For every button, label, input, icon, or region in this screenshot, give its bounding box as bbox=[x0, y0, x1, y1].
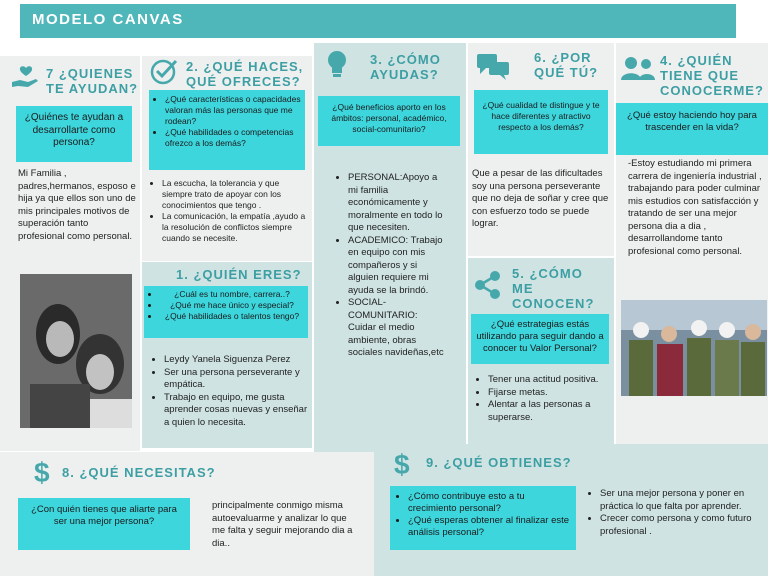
section-5-title: 5. ¿CÓMO ME CONOCEN? bbox=[512, 266, 595, 311]
section-9-question: • ¿Qué esperas obtener al finalizar este análisis personal? bbox=[408, 515, 572, 539]
dollar-icon: $ bbox=[394, 449, 410, 480]
section-8-question: ¿Con quién tienes que aliarte para ser una mejor persona? bbox=[18, 498, 190, 550]
dollar-icon: $ bbox=[34, 457, 50, 488]
section-9-questions bbox=[390, 486, 576, 550]
section-1-title: 1. ¿QUIÉN ERES? bbox=[176, 267, 302, 282]
section-4-answer: -Estoy estudiando mi primera carrera de ingeniería industrial , trabajando para poder culminar mis estudios con satisfacción y tratando de ser una mejor persona dia a dia , desarrollandome tanto profesional como personal. bbox=[628, 158, 762, 257]
section-3-answer: • ACADEMICO: Trabajo en equipo con mis compañeros y si alguien requiere mi ayuda se la brindó. bbox=[348, 235, 446, 298]
people-icon bbox=[620, 56, 656, 82]
section-6-answer: Que a pesar de las dificultades soy una persona perseverante que no deja de soñar y cree que con esfuerzo todo se puede lograr. bbox=[472, 168, 609, 229]
section-5-question: ¿Qué estrategias estás utilizando para seguir dando a conocer tu Valor Personal? bbox=[471, 314, 609, 364]
section-6-title: 6. ¿POR QUÉ TÚ? bbox=[534, 50, 599, 80]
section-3-title: 3. ¿CÓMO AYUDAS? bbox=[370, 52, 441, 82]
section-1-question: • ¿Qué habilidades o talentos tengo? bbox=[160, 311, 304, 322]
group-photo bbox=[621, 300, 767, 396]
section-1-questions bbox=[144, 286, 308, 338]
section-5-answer: • Fijarse metas. bbox=[488, 387, 608, 400]
section-2-answer: • La escucha, la tolerancia y que siempre trato de apoyar con los conocimientos que tengo . bbox=[162, 178, 310, 211]
header-bar bbox=[20, 4, 736, 38]
section-2-question: • ¿Qué habilidades o competencias ofrezco a los demás? bbox=[165, 127, 301, 149]
section-7-answer: Mi Familia , padres,hermanos, esposo e hija ya que ellos son uno de mis principales motivos de superación tanto profesional como personal. bbox=[18, 168, 136, 242]
profile-photo bbox=[20, 274, 132, 428]
section-5-answers bbox=[474, 374, 608, 424]
section-4-title: 4. ¿QUIÉN TIENE QUE CONOCERME? bbox=[660, 53, 764, 98]
section-8-title: 8. ¿QUÉ NECESITAS? bbox=[62, 465, 216, 480]
section-9-title: 9. ¿QUÉ OBTIENES? bbox=[426, 455, 572, 470]
section-1-answers bbox=[150, 354, 310, 429]
section-6-question: ¿Qué cualidad te distingue y te hace diferentes y atractivo respecto a los demás? bbox=[474, 90, 608, 154]
chat-bubbles-icon bbox=[476, 52, 510, 80]
section-9-answer: • Ser una mejor persona y poner en práctica lo que falta por aprender. bbox=[600, 488, 762, 513]
section-7-title: 7 ¿QUIENES TE AYUDAN? bbox=[46, 66, 139, 96]
section-2-answers bbox=[148, 178, 310, 244]
section-9-answers bbox=[586, 488, 762, 538]
section-1-question: • ¿Cuál es tu nombre, carrera..? bbox=[160, 289, 304, 300]
section-1-answer: • Trabajo en equipo, me gusta aprender cosas nuevas y enseñar a quien lo necesita. bbox=[164, 392, 310, 430]
share-icon bbox=[473, 270, 503, 300]
checkmark-circle-icon bbox=[149, 56, 179, 86]
section-1-answer: • Leydy Yanela Siguenza Perez bbox=[164, 354, 310, 367]
section-5-answer: • Alentar a las personas a superarse. bbox=[488, 399, 608, 424]
section-9-answer: • Crecer como persona y como futuro profesional . bbox=[600, 513, 762, 538]
section-2-answer: • La comunicación, la empatía ,ayudo a la resolución de conflictos siempre cuando se necesite. bbox=[162, 211, 310, 244]
section-9-question: • ¿Cómo contribuye esto a tu crecimiento personal? bbox=[408, 491, 572, 515]
lightbulb-icon bbox=[326, 50, 348, 80]
section-1-question: • ¿Qué me hace único y especial? bbox=[160, 300, 304, 311]
section-8-answer: principalmente conmigo misma autoevaluarme y analizar lo que me falta y seguir mejorando dia a dia.. bbox=[212, 500, 353, 549]
section-5-answer: • Tener una actitud positiva. bbox=[488, 374, 608, 387]
section-3-answer: • PERSONAL:Apoyo a mi familia económicamente y moralmente en todo lo que necesiten. bbox=[348, 172, 446, 235]
section-2-question: • ¿Qué características o capacidades valoran más las personas que me rodean? bbox=[165, 94, 301, 127]
section-3-question: ¿Qué beneficios aporto en los ámbitos: personal, académico, social-comunitario? bbox=[318, 96, 460, 146]
section-7-question: ¿Quiénes te ayudan a desarrollarte como persona? bbox=[16, 106, 132, 162]
section-1-answer: • Ser una persona perseverante y empática. bbox=[164, 367, 310, 392]
section-2-title: 2. ¿QUÉ HACES, QUÉ OFRECES? bbox=[186, 59, 304, 89]
section-3-answers bbox=[334, 172, 446, 360]
section-3-answer: • SOCIAL-COMUNITARIO: Cuidar el medio ambiente, obras sociales navideñas,etc bbox=[348, 297, 446, 360]
section-4-question: ¿Qué estoy haciendo hoy para trascender en la vida? bbox=[616, 103, 768, 155]
page-title: MODELO CANVAS bbox=[32, 11, 184, 28]
section-2-questions bbox=[149, 90, 305, 170]
hand-heart-icon bbox=[10, 62, 42, 94]
